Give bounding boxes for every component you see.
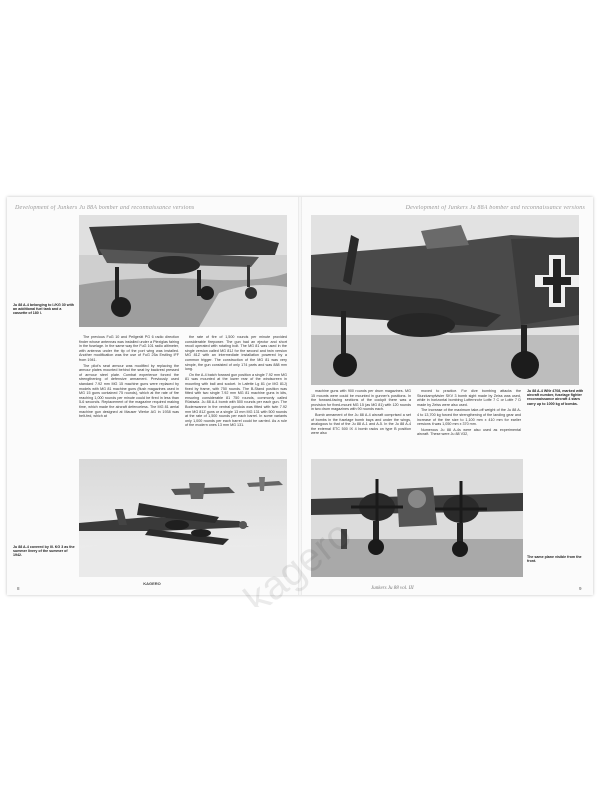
paragraph: On the A-4 batch forward gun position a single 7.92 mm MG 81 was mounted at the lower rear of the windscreen in mounting with ball and socket. In Lafette Lg 81 (or MG 81J) fixed by frame, with 750 rounds. The B-Stand position was fitted with two single 7.92 mm MG 81 machine guns in kits, ensuring considerable 81 750 rounds, commonly called Rüstsatz. Ju 88 A-4 bomb with 500 rounds per each gun. The Bodenwanne in the ventral gondola was fitted with twin 7.92 mm MG 81Z guns or a single 13 mm MG 131 with 500 rounds at the rate of 1,500 rounds per each barrel. In some variants only 1,000 rounds per each barrel could be carried. As a rule of the modern ones 13 mm MG 131.: [185, 372, 287, 428]
photo-aircraft-nose-closeup: [311, 215, 579, 385]
paragraph: Numerous Ju 88 A-4s were also used as experimental aircraft. These were Ju 88 V32,: [417, 427, 521, 437]
left-running-head: Development of Junkers Ju 88A bomber and reconnaissance versions: [15, 205, 195, 211]
right-text-column-1: [311, 389, 411, 453]
paragraph: The previous FuG 10 and Peilgerät PG 6 radio direction finder whose antennas was installed under a Plexiglas fairing in the fuselage. In the same way the FuG 101 radio altimeter, with antenna under the tip of the port wing was installed. Another modification was the use of FuG 25a Erstling IFF from 1941.: [79, 335, 179, 362]
paragraph: moved to practice. For dive bombing attacks the Sturzkampfvisier SKV 3 bomb sight made by Zeiss was used, while in horizontal bombing Lotfernrohr Lotfe 7 C or Lotfe 7 D made by Zeiss were also used.: [417, 389, 521, 407]
left-page: [7, 197, 299, 595]
right-text-column-2: [417, 389, 521, 453]
right-page-number: 9: [579, 586, 582, 591]
left-page-number: 8: [17, 586, 20, 591]
right-page: [301, 197, 593, 595]
paragraph: Bomb armament of the Ju 88 A-4 aircraft comprised a set of bombs in the fuselage bomb bays and under the wings, analogous to that of the Ju 88 A-1 and A-5. In the Ju 88 A-4 the external ETC 500 IX 4 bomb racks on type B position were also: [311, 412, 411, 436]
right-footer-title: Junkers Ju 88 vol. III: [371, 586, 414, 591]
right-caption-bottom: The same plane visible from the front.: [527, 555, 582, 564]
left-caption-bottom: Ju 88 A-4 covered by Ill. KG 3 as the summer livery of the summer of 1942.: [13, 545, 75, 558]
paragraph: the rate of fire of 1,500 rounds per minute provided considerable firepower. The gun had an ejector and short recoil operated with rotating bolt. The MG 81 was used in the single version called MG 81J for the second and twin version MG 81Z with an intermediate installation powered by a common trigger. The construction of the MG 81 was very simple, the gun consisted of only 174 parts and was 888 mm long.: [185, 335, 287, 372]
book-spread: [7, 197, 593, 607]
right-running-head: Development of Junkers Ju 88A bomber and reconnaissance versions: [405, 205, 585, 211]
left-text-column-2: [185, 335, 287, 453]
photo-aircraft-front-view: [311, 459, 523, 577]
left-caption-top: Ju 88 A-4 belonging to I./KG 30 with an additional fuel tank and a cassette of 180 l.: [13, 303, 74, 316]
right-caption-top-side: Ju 88 A-4 WNr 4708, marked with aircraft number, fuselage fighter reconnaissance aircraft 4 stars carry up to 1000 kg of bombs.: [527, 389, 584, 406]
publisher-logo: KAGERO: [143, 581, 161, 586]
paragraph: The increase of the maximum take-off weight of the Ju 88 A-4 to 13,700 kg forced the strengthening of the landing gear and increase of the tire size to 1,100 mm x 410 mm for earlier versions it was 1,050 mm x 370 mm.: [417, 408, 521, 427]
photo-aircraft-in-flight: [79, 459, 287, 577]
paragraph: The pilot's seat armour was modified by replacing the armour plates mounted behind the seat by backrest pressed of armour steel plate. Combat experience forced the strengthening of defensive armament. Previously used standard 7.92 mm MG 15 machine guns were replaced by models with MG 81 machine guns (flush magazines used in MG 15 guns contained 75 rounds), which at the rate of fire reaching 1,000 rounds per minute could be fired in less than 5-6 seconds. Replacement of the magazine required making time, which made the aircraft defenceless. The MG 81 aerial machine gun designed at Mauser Werke AG in 1938 was belt-fed, which at: [79, 363, 179, 419]
left-text-column-1: [79, 335, 179, 453]
watermark-text: kagero: [236, 512, 360, 607]
paragraph: machine guns with 900 rounds per drum magazines. MG 15 mounts were could be mounted in gunner's positions. In the forward-facing sections of the cockpit there was a provision for fixed-mount MG 15 (as MG 81) with 120 rounds in two drum magazines with 90 rounds each.: [311, 389, 411, 412]
photo-aircraft-ground-crew: [79, 215, 287, 327]
